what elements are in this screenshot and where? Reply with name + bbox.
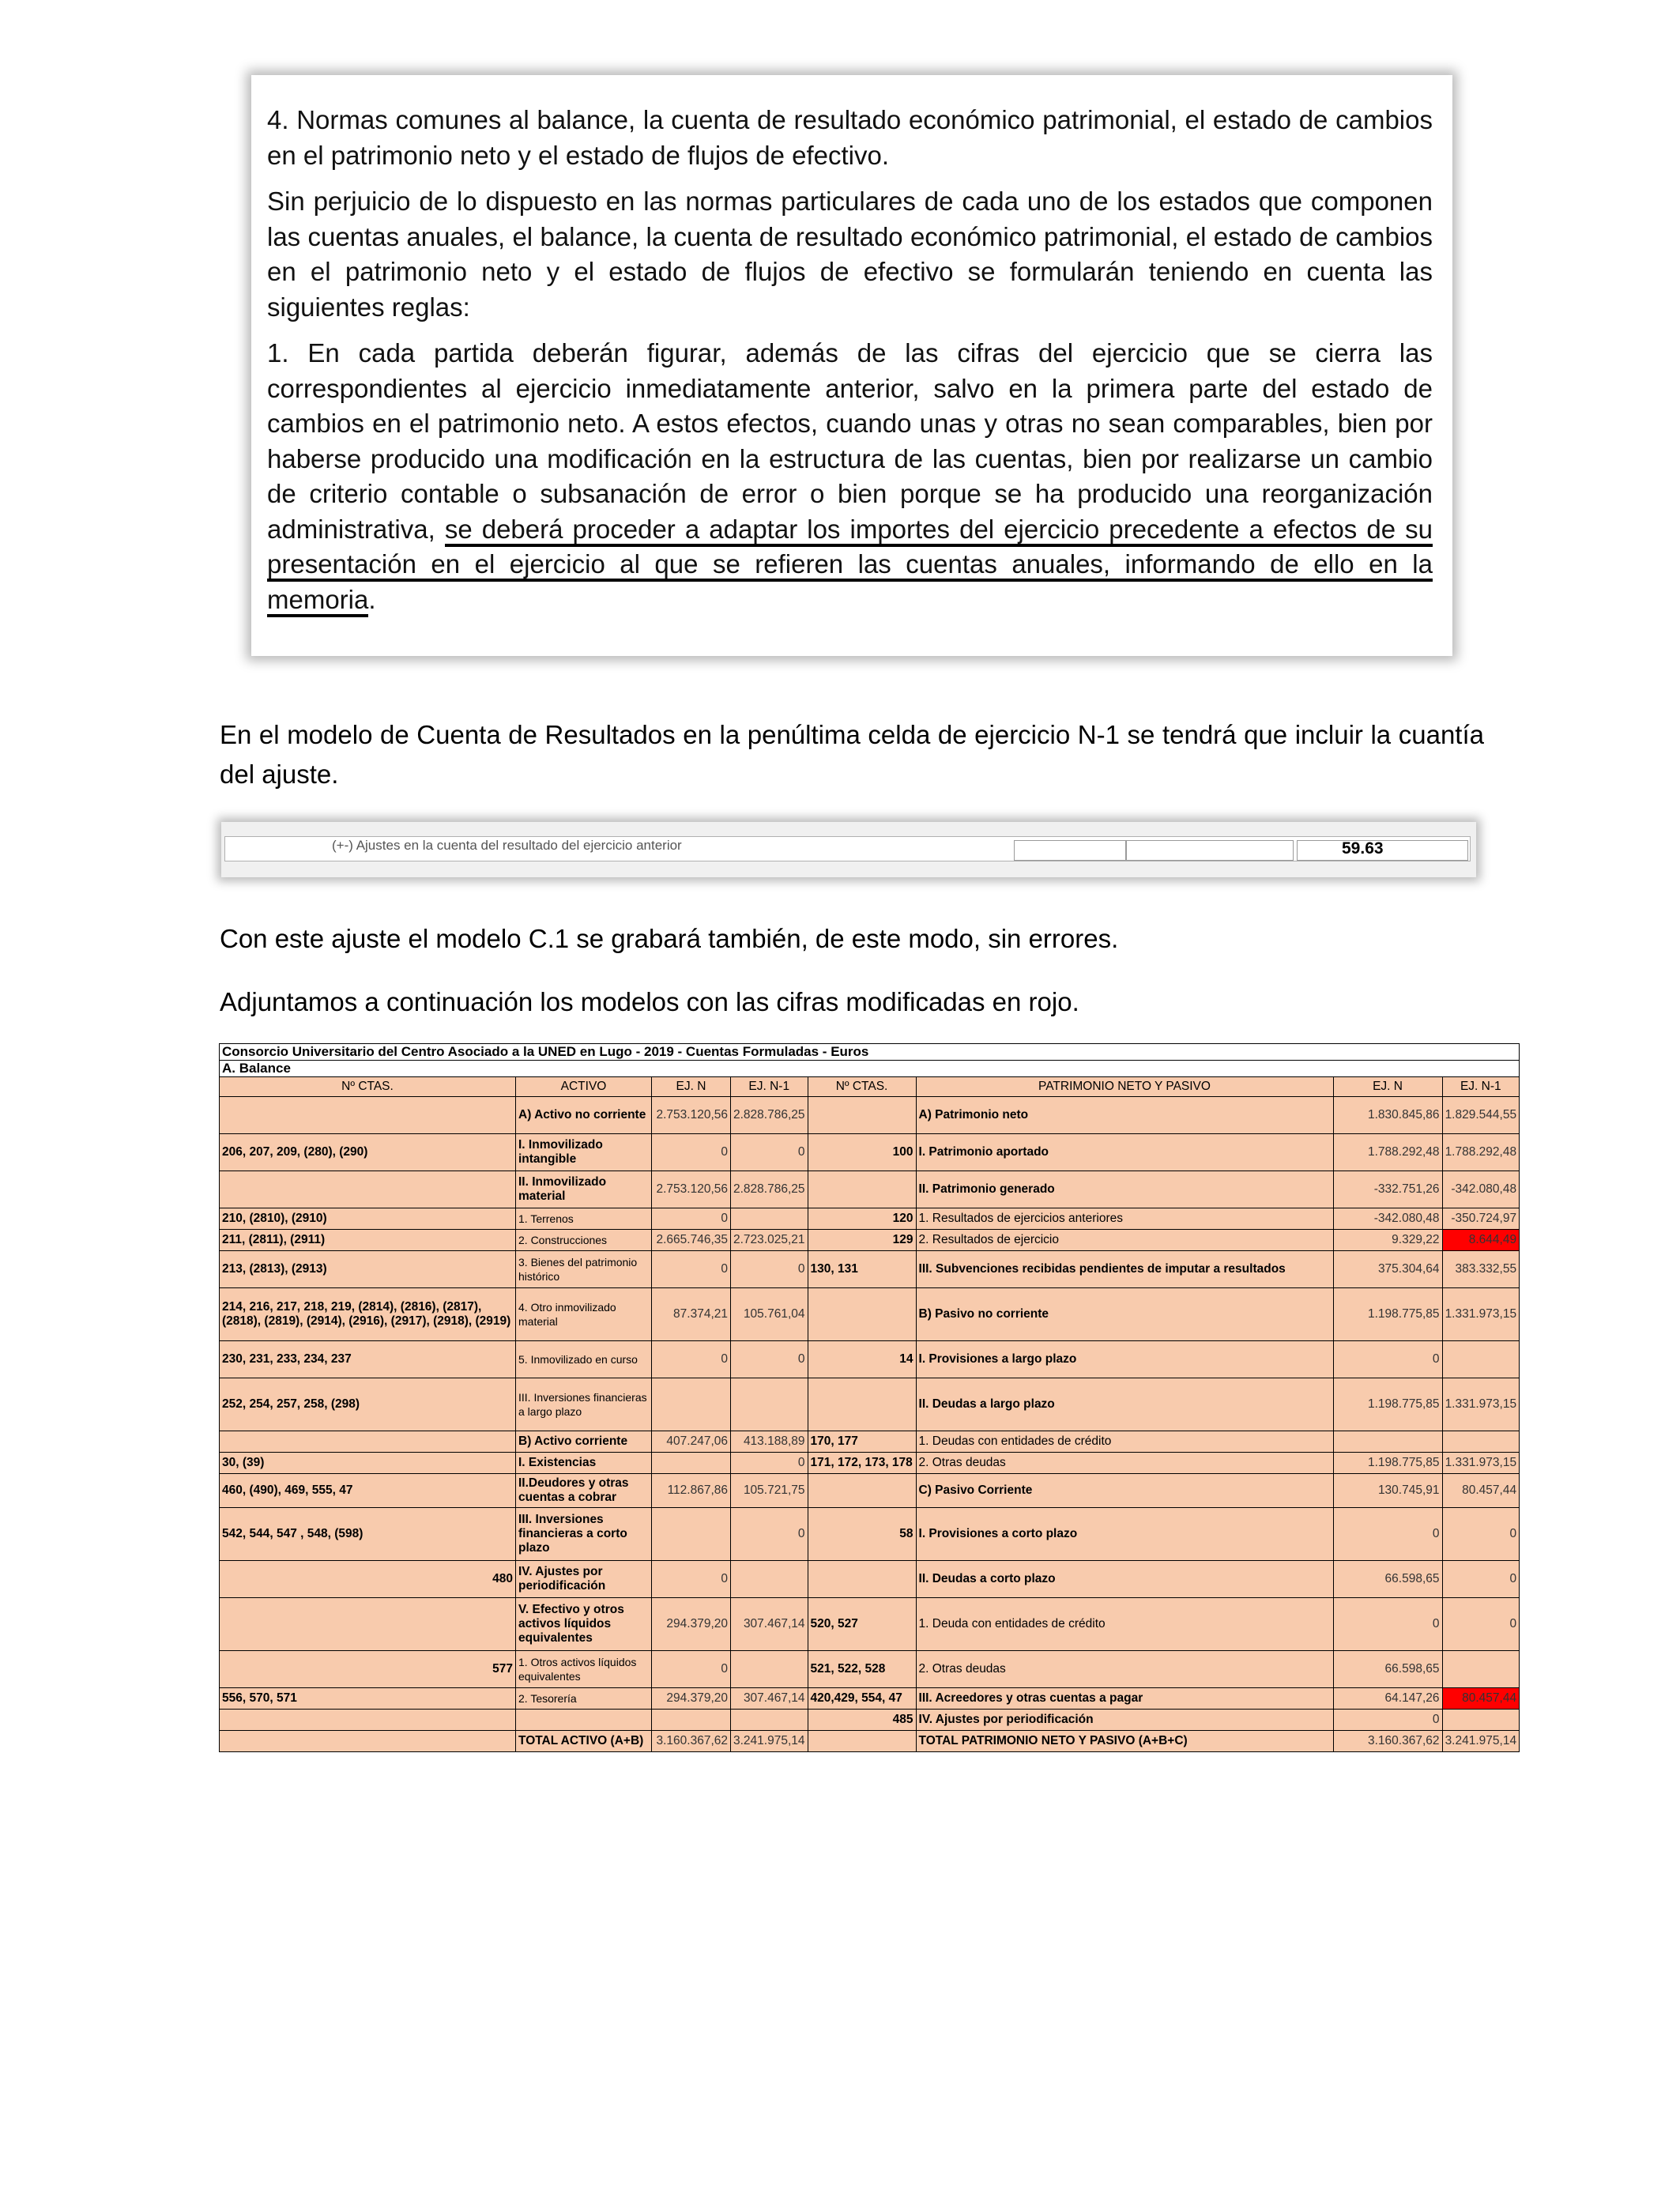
balance-cell <box>652 1710 731 1731</box>
balance-cell: TOTAL PATRIMONIO NETO Y PASIVO (A+B+C) <box>916 1731 1333 1752</box>
balance-cell: 170, 177 <box>808 1431 916 1453</box>
balance-cell <box>808 1097 916 1134</box>
balance-cell: 2.723.025,21 <box>731 1230 808 1251</box>
snippet-label: (+-) Ajustes en la cuenta del resultado del ejercicio anterior <box>332 838 682 853</box>
balance-cell: 9.329,22 <box>1333 1230 1442 1251</box>
balance-cell: 0 <box>731 1508 808 1561</box>
balance-cell: 130, 131 <box>808 1251 916 1288</box>
balance-table <box>219 1043 1520 1752</box>
balance-cell: 375.304,64 <box>1333 1251 1442 1288</box>
legal-excerpt-text <box>267 103 1433 617</box>
balance-cell: III. Inversiones financieras a largo plazo <box>516 1378 652 1431</box>
snippet-cell-2 <box>1126 840 1294 861</box>
balance-cell: 5. Inmovilizado en curso <box>516 1341 652 1378</box>
balance-header-cell: ACTIVO <box>516 1077 652 1097</box>
paragraph-c1-model: Con este ajuste el modelo C.1 se grabará también, de este modo, sin errores. <box>220 924 1119 953</box>
balance-cell: 420,429, 554, 47 <box>808 1688 916 1710</box>
balance-cell: 577 <box>220 1651 516 1688</box>
balance-cell: I. Provisiones a largo plazo <box>916 1341 1333 1378</box>
balance-row <box>220 1230 1520 1251</box>
balance-cell <box>731 1651 808 1688</box>
balance-cell: 58 <box>808 1508 916 1561</box>
balance-cell: 0 <box>652 1341 731 1378</box>
balance-cell: 294.379,20 <box>652 1688 731 1710</box>
balance-cell <box>1442 1341 1520 1378</box>
balance-cell: 480 <box>220 1561 516 1598</box>
balance-cell: 307.467,14 <box>731 1688 808 1710</box>
balance-cell <box>808 1561 916 1598</box>
balance-cell: 542, 544, 547 , 548, (598) <box>220 1508 516 1561</box>
balance-cell: 4. Otro inmovilizado material <box>516 1288 652 1341</box>
balance-cell: 2. Otras deudas <box>916 1453 1333 1474</box>
balance-row <box>220 1651 1520 1688</box>
balance-header-cell: EJ. N <box>1333 1077 1442 1097</box>
balance-cell: 80.457,44 <box>1442 1688 1520 1710</box>
balance-cell: III. Subvenciones recibidas pendientes de imputar a resultados <box>916 1251 1333 1288</box>
balance-cell <box>220 1431 516 1453</box>
balance-cell: C) Pasivo Corriente <box>916 1474 1333 1508</box>
balance-cell: 294.379,20 <box>652 1598 731 1651</box>
balance-cell: 105.721,75 <box>731 1474 808 1508</box>
balance-cell: 1.788.292,48 <box>1442 1134 1520 1171</box>
balance-cell: 171, 172, 173, 178 <box>808 1453 916 1474</box>
balance-cell: 1. Deudas con entidades de crédito <box>916 1431 1333 1453</box>
balance-cell: 112.867,86 <box>652 1474 731 1508</box>
balance-cell: 460, (490), 469, 555, 47 <box>220 1474 516 1508</box>
balance-cell: 211, (2811), (2911) <box>220 1230 516 1251</box>
balance-cell: 129 <box>808 1230 916 1251</box>
balance-cell: 2.665.746,35 <box>652 1230 731 1251</box>
balance-row <box>220 1453 1520 1474</box>
balance-cell: 0 <box>1442 1508 1520 1561</box>
excerpt-rule-underlined: se deberá proceder a adaptar los importes del ejercicio precedente a efectos de su presentación en el ejercicio al que se refieren las cuentas anuales, informando de ello en la memoria <box>267 515 1433 617</box>
balance-cell: II. Deudas a largo plazo <box>916 1378 1333 1431</box>
balance-row <box>220 1688 1520 1710</box>
adjustment-snippet-image <box>221 822 1476 877</box>
excerpt-heading: 4. Normas comunes al balance, la cuenta de resultado económico patrimonial, el estado de cambios en el patrimonio neto y el estado de flujos de efectivo. <box>267 105 1433 170</box>
balance-cell: A) Patrimonio neto <box>916 1097 1333 1134</box>
balance-cell: 1.331.973,15 <box>1442 1378 1520 1431</box>
balance-cell: 210, (2810), (2910) <box>220 1208 516 1230</box>
balance-cell: 556, 570, 571 <box>220 1688 516 1710</box>
legal-excerpt-image <box>251 75 1452 656</box>
balance-cell: 2. Construcciones <box>516 1230 652 1251</box>
balance-cell <box>1333 1431 1442 1453</box>
balance-cell: 1.788.292,48 <box>1333 1134 1442 1171</box>
balance-cell: II. Deudas a corto plazo <box>916 1561 1333 1598</box>
balance-cell: 2.828.786,25 <box>731 1097 808 1134</box>
balance-cell <box>1442 1651 1520 1688</box>
balance-cell <box>220 1731 516 1752</box>
balance-cell: 80.457,44 <box>1442 1474 1520 1508</box>
balance-cell: I. Patrimonio aportado <box>916 1134 1333 1171</box>
balance-cell <box>652 1508 731 1561</box>
balance-subtitle-row <box>220 1061 1520 1077</box>
balance-cell: -342.080,48 <box>1333 1208 1442 1230</box>
balance-cell: I. Provisiones a corto plazo <box>916 1508 1333 1561</box>
balance-cell: 2.753.120,56 <box>652 1097 731 1134</box>
balance-row <box>220 1208 1520 1230</box>
balance-cell: 100 <box>808 1134 916 1171</box>
balance-cell <box>808 1731 916 1752</box>
balance-cell: 0 <box>731 1134 808 1171</box>
balance-cell: III. Inversiones financieras a corto plazo <box>516 1508 652 1561</box>
paragraph-attached-models: Adjuntamos a continuación los modelos con las cifras modificadas en rojo. <box>220 987 1079 1016</box>
balance-row <box>220 1431 1520 1453</box>
balance-cell <box>731 1378 808 1431</box>
balance-cell: 3.160.367,62 <box>652 1731 731 1752</box>
balance-cell: II. Patrimonio generado <box>916 1171 1333 1208</box>
balance-header-row <box>220 1077 1520 1097</box>
balance-cell: 1.331.973,15 <box>1442 1288 1520 1341</box>
balance-cell <box>808 1288 916 1341</box>
balance-cell: 0 <box>731 1341 808 1378</box>
balance-cell: 0 <box>1333 1598 1442 1651</box>
balance-cell: -332.751,26 <box>1333 1171 1442 1208</box>
balance-cell: 252, 254, 257, 258, (298) <box>220 1378 516 1431</box>
balance-cell: 0 <box>1333 1341 1442 1378</box>
balance-cell: 383.332,55 <box>1442 1251 1520 1288</box>
balance-cell <box>220 1710 516 1731</box>
balance-title: Consorcio Universitario del Centro Asociado a la UNED en Lugo - 2019 - Cuentas Formuladas - Euros <box>220 1044 1520 1061</box>
balance-cell: 1. Terrenos <box>516 1208 652 1230</box>
balance-cell: 3.241.975,14 <box>731 1731 808 1752</box>
balance-cell: I. Existencias <box>516 1453 652 1474</box>
balance-cell: 0 <box>652 1134 731 1171</box>
balance-cell: 206, 207, 209, (280), (290) <box>220 1134 516 1171</box>
balance-cell: 213, (2813), (2913) <box>220 1251 516 1288</box>
balance-cell: 0 <box>731 1251 808 1288</box>
balance-cell: 2. Otras deudas <box>916 1651 1333 1688</box>
balance-cell: 0 <box>1442 1598 1520 1651</box>
balance-cell: -342.080,48 <box>1442 1171 1520 1208</box>
balance-cell <box>652 1453 731 1474</box>
balance-cell: A) Activo no corriente <box>516 1097 652 1134</box>
balance-cell <box>808 1171 916 1208</box>
balance-cell: 0 <box>652 1208 731 1230</box>
balance-cell: 1.198.775,85 <box>1333 1453 1442 1474</box>
balance-cell: 413.188,89 <box>731 1431 808 1453</box>
balance-cell: 8.644,49 <box>1442 1230 1520 1251</box>
balance-subtitle: A. Balance <box>220 1061 1520 1077</box>
balance-cell: 520, 527 <box>808 1598 916 1651</box>
balance-cell: 66.598,65 <box>1333 1651 1442 1688</box>
balance-cell: 1.198.775,85 <box>1333 1288 1442 1341</box>
balance-row <box>220 1134 1520 1171</box>
excerpt-intro: Sin perjuicio de lo dispuesto en las normas particulares de cada uno de los estados que componen las cuentas anuales, el balance, la cuenta de resultado económico patrimonial, el estado de cambios en el patrimonio neto y el estado de flujos de efectivo se formularán teniendo en cuenta las siguientes reglas: <box>267 187 1433 322</box>
balance-cell <box>1442 1431 1520 1453</box>
balance-cell <box>808 1378 916 1431</box>
balance-cell: 66.598,65 <box>1333 1561 1442 1598</box>
balance-cell: 1.331.973,15 <box>1442 1453 1520 1474</box>
excerpt-rule <box>267 336 1433 617</box>
balance-cell <box>516 1710 652 1731</box>
balance-cell: 2. Tesorería <box>516 1688 652 1710</box>
balance-cell: 1.829.544,55 <box>1442 1097 1520 1134</box>
excerpt-rule-plain: 1. En cada partida deberán figurar, además de las cifras del ejercicio que se cierra las correspondientes al ejercicio inmediatamente anterior, salvo en la primera parte del estado de cambios en el patrimonio neto. A estos efectos, cuando unas y otras no sean comparables, bien por haberse producido una modificación en la estructura de las cuentas, bien por realizarse un cambio de criterio contable o subsanación de error o bien porque se ha producido una reorganización administrativa, <box>267 338 1433 544</box>
balance-cell: 0 <box>652 1561 731 1598</box>
balance-header-cell: Nº CTAS. <box>220 1077 516 1097</box>
balance-row <box>220 1288 1520 1341</box>
balance-cell: IV. Ajustes por periodificación <box>916 1710 1333 1731</box>
balance-cell: 1. Resultados de ejercicios anteriores <box>916 1208 1333 1230</box>
balance-cell: 1.830.845,86 <box>1333 1097 1442 1134</box>
balance-cell: 230, 231, 233, 234, 237 <box>220 1341 516 1378</box>
balance-cell: 0 <box>1333 1508 1442 1561</box>
balance-cell <box>1442 1710 1520 1731</box>
balance-cell: 30, (39) <box>220 1453 516 1474</box>
balance-cell: 521, 522, 528 <box>808 1651 916 1688</box>
snippet-value: 59.63 <box>1342 839 1384 858</box>
balance-cell: TOTAL ACTIVO (A+B) <box>516 1731 652 1752</box>
balance-header-cell: EJ. N-1 <box>1442 1077 1520 1097</box>
balance-header-cell: Nº CTAS. <box>808 1077 916 1097</box>
balance-cell: 2. Resultados de ejercicio <box>916 1230 1333 1251</box>
balance-row <box>220 1508 1520 1561</box>
balance-cell: 1. Otros activos líquidos equivalentes <box>516 1651 652 1688</box>
balance-cell <box>220 1598 516 1651</box>
balance-cell: I. Inmovilizado intangible <box>516 1134 652 1171</box>
balance-cell: II.Deudores y otras cuentas a cobrar <box>516 1474 652 1508</box>
balance-cell <box>652 1378 731 1431</box>
balance-cell: 2.828.786,25 <box>731 1171 808 1208</box>
balance-row <box>220 1341 1520 1378</box>
balance-cell: 0 <box>652 1651 731 1688</box>
balance-row <box>220 1378 1520 1431</box>
balance-cell: 0 <box>731 1453 808 1474</box>
balance-row <box>220 1731 1520 1752</box>
balance-cell: 130.745,91 <box>1333 1474 1442 1508</box>
balance-cell <box>731 1208 808 1230</box>
balance-header-cell: PATRIMONIO NETO Y PASIVO <box>916 1077 1333 1097</box>
balance-cell: 485 <box>808 1710 916 1731</box>
excerpt-rule-end: . <box>368 584 376 614</box>
balance-cell <box>731 1710 808 1731</box>
balance-cell: 1.198.775,85 <box>1333 1378 1442 1431</box>
balance-cell <box>808 1474 916 1508</box>
balance-cell <box>220 1097 516 1134</box>
paragraph-adjustment: En el modelo de Cuenta de Resultados en la penúltima celda de ejercicio N-1 se tendrá que incluir la cuantía del ajuste. <box>220 720 1484 789</box>
balance-row <box>220 1097 1520 1134</box>
balance-row <box>220 1474 1520 1508</box>
balance-header-cell: EJ. N-1 <box>731 1077 808 1097</box>
balance-cell: B) Pasivo no corriente <box>916 1288 1333 1341</box>
balance-cell: 307.467,14 <box>731 1598 808 1651</box>
balance-cell: 1. Deuda con entidades de crédito <box>916 1598 1333 1651</box>
balance-cell: 214, 216, 217, 218, 219, (2814), (2816), (2817), (2818), (2819), (2914), (2916), (2917), (2918), (2919) <box>220 1288 516 1341</box>
balance-cell: III. Acreedores y otras cuentas a pagar <box>916 1688 1333 1710</box>
balance-cell: II. Inmovilizado material <box>516 1171 652 1208</box>
balance-cell: 407.247,06 <box>652 1431 731 1453</box>
balance-cell: 3.160.367,62 <box>1333 1731 1442 1752</box>
balance-cell: 3.241.975,14 <box>1442 1731 1520 1752</box>
balance-cell: B) Activo corriente <box>516 1431 652 1453</box>
snippet-cell-1 <box>1014 840 1126 861</box>
balance-cell <box>220 1171 516 1208</box>
balance-row <box>220 1598 1520 1651</box>
balance-row <box>220 1251 1520 1288</box>
balance-cell: 87.374,21 <box>652 1288 731 1341</box>
balance-cell: 3. Bienes del patrimonio histórico <box>516 1251 652 1288</box>
balance-title-row <box>220 1044 1520 1061</box>
balance-cell: -350.724,97 <box>1442 1208 1520 1230</box>
balance-cell: IV. Ajustes por periodificación <box>516 1561 652 1598</box>
balance-cell: 0 <box>652 1251 731 1288</box>
balance-cell <box>731 1561 808 1598</box>
balance-header-cell: EJ. N <box>652 1077 731 1097</box>
balance-cell: 14 <box>808 1341 916 1378</box>
balance-cell: 120 <box>808 1208 916 1230</box>
balance-cell: 105.761,04 <box>731 1288 808 1341</box>
balance-row <box>220 1171 1520 1208</box>
balance-row <box>220 1710 1520 1731</box>
balance-cell: V. Efectivo y otros activos líquidos equivalentes <box>516 1598 652 1651</box>
balance-cell: 0 <box>1442 1561 1520 1598</box>
balance-row <box>220 1561 1520 1598</box>
balance-cell: 0 <box>1333 1710 1442 1731</box>
balance-cell: 2.753.120,56 <box>652 1171 731 1208</box>
balance-cell: 64.147,26 <box>1333 1688 1442 1710</box>
